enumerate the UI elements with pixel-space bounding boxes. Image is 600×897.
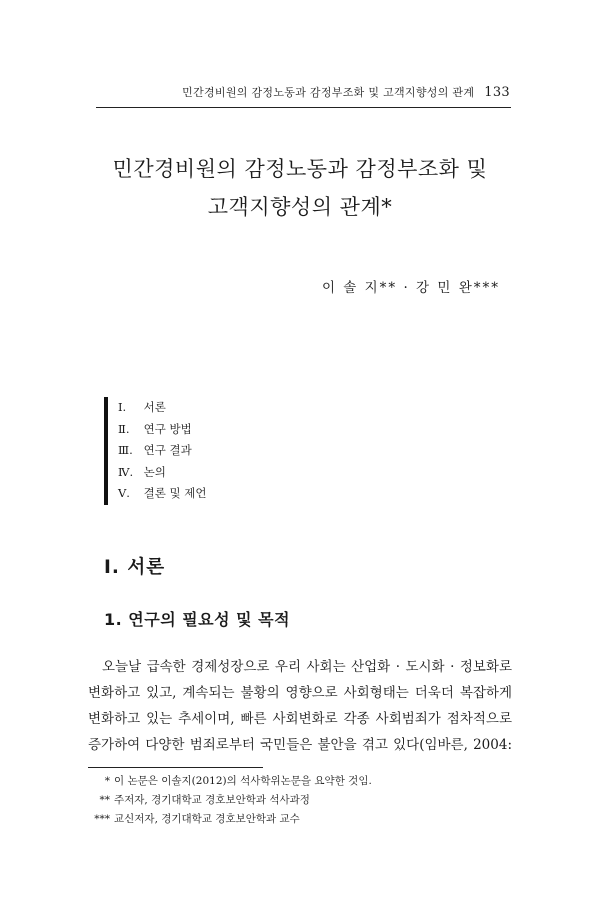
page-number: 133 [484, 85, 510, 100]
body-line: 변화하고 있는 추세이며, 빠른 사회변화로 각종 사회범죄가 점차적으로 [88, 711, 512, 727]
footnote [88, 810, 372, 829]
toc-item-number: Ⅱ. [118, 421, 130, 436]
footnote-text: 주저자, 경기대학교 경호보안학과 석사과정 [114, 794, 310, 806]
toc-item [118, 483, 207, 505]
table-of-contents [104, 397, 207, 505]
toc-item-number: Ⅰ. [118, 400, 127, 414]
header-rule [96, 107, 511, 108]
footnote-mark: * [104, 775, 110, 787]
toc-item-number: Ⅴ. [118, 486, 130, 500]
paper-title [90, 150, 510, 226]
body-paragraph [88, 654, 512, 758]
footnote-text: 이 논문은 이솔지(2012)의 석사학위논문을 요약한 것임. [114, 775, 372, 787]
toc-item [118, 397, 207, 419]
footnote [88, 772, 372, 791]
running-header-title: 민간경비원의 감정노동과 감정부조화 및 고객지향성의 관계 [182, 86, 475, 99]
toc-item-label: 결론 및 제언 [143, 486, 207, 500]
section-heading: Ⅰ. 서론 [104, 557, 166, 578]
toc-item [118, 440, 207, 462]
body-line: 증가하여 다양한 범죄로부터 국민들은 불안을 겪고 있다(임바른, 2004: [88, 737, 512, 753]
toc-item-label: 연구 방법 [143, 421, 192, 436]
body-line: 오늘날 급속한 경제성장으로 우리 사회는 산업화 · 도시화 · 정보화로 [102, 659, 512, 675]
toc-item-label: 서론 [143, 400, 166, 414]
footnotes [88, 772, 372, 829]
footnote-mark: *** [94, 813, 110, 825]
toc-item [118, 419, 207, 441]
toc-item-label: 연구 결과 [143, 443, 192, 457]
toc-item-number: Ⅳ. [118, 464, 134, 479]
footnote-rule [88, 767, 263, 768]
authors: 이 솔 지** · 강 민 완*** [321, 280, 500, 296]
paper-title-line-2: 고객지향성의 관계* [207, 195, 393, 219]
body-line: 변화하고 있고, 계속되는 불황의 영향으로 사회형태는 더욱더 복잡하게 [88, 685, 512, 701]
toc-item-label: 논의 [143, 464, 166, 479]
subsection-heading: 1. 연구의 필요성 및 목적 [104, 610, 291, 629]
footnote [88, 791, 372, 810]
toc-item [118, 462, 207, 484]
paper-title-line-1: 민간경비원의 감정노동과 감정부조화 및 [112, 157, 488, 181]
footnote-mark: ** [99, 794, 110, 806]
toc-item-number: Ⅲ. [118, 443, 133, 457]
footnote-text: 교신저자, 경기대학교 경호보안학과 교수 [114, 813, 300, 825]
running-header [98, 84, 510, 100]
